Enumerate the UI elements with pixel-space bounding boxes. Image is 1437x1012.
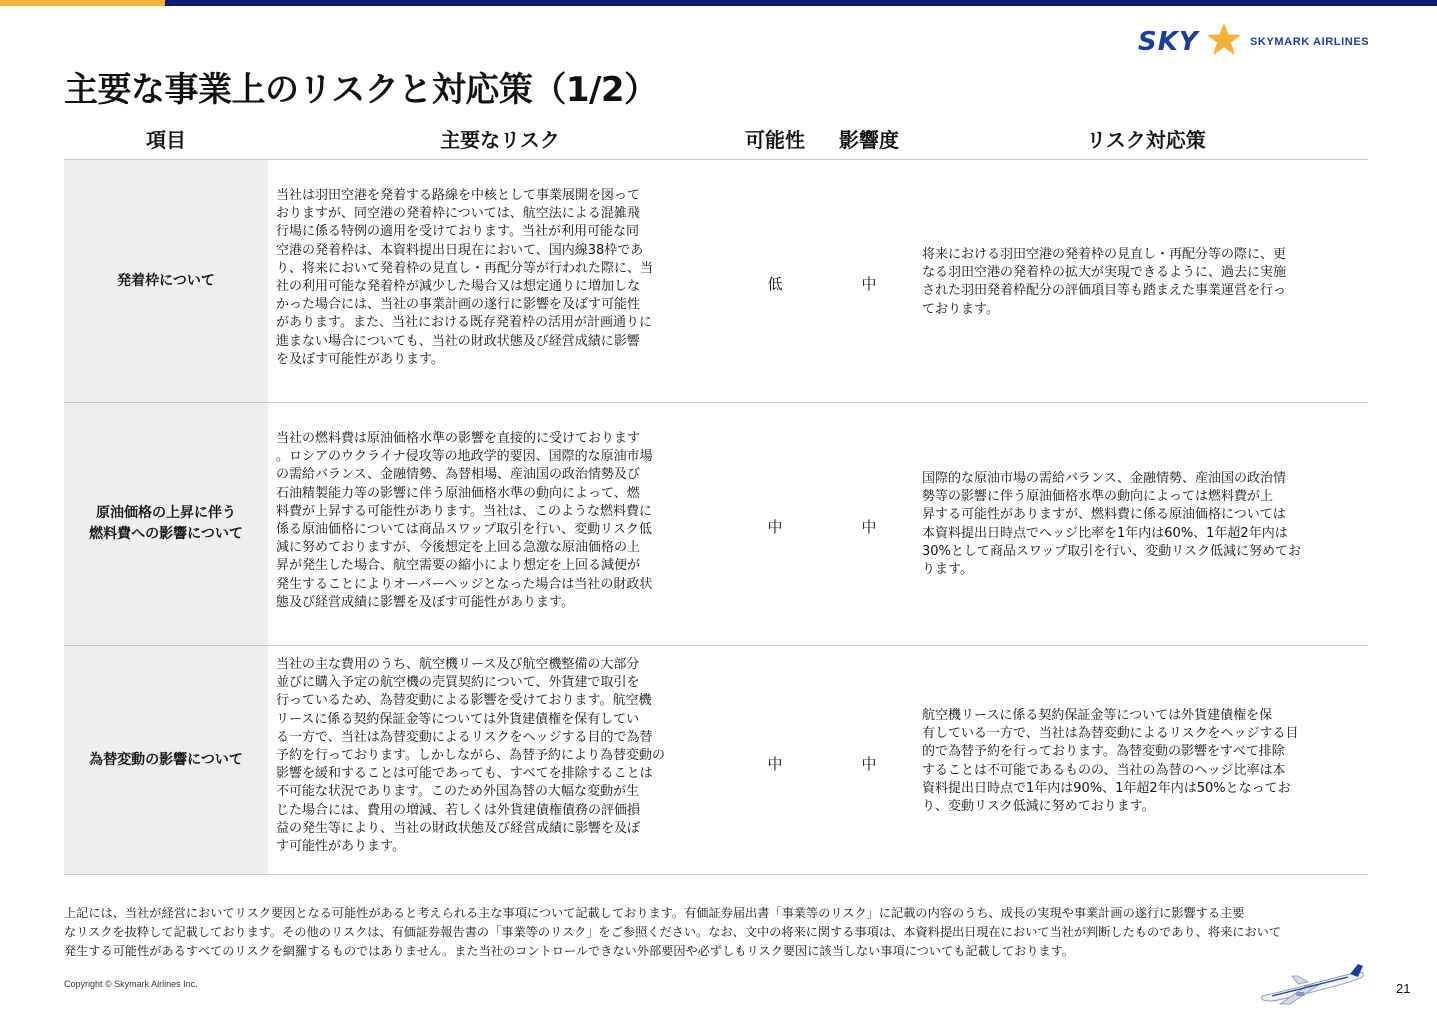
page-title: 主要な事業上のリスクと対応策（1/2）	[64, 70, 658, 110]
table-row-label: 発着枠について	[117, 272, 215, 289]
logo-name: SKYMARK AIRLINES	[1250, 36, 1370, 48]
star-icon	[1204, 22, 1244, 56]
table-row-label-cell	[64, 160, 268, 402]
table-row-measures: 国際的な原油市場の需給バランス、金融情勢、産油国の政治情 勢等の影響に伴う原油価格水準の動向によっては燃料費が上 昇する可能性がありますが、燃料費に係る原油価格については 本資料提出日時点でヘッジ比率を1年内は60%、1年超2年内は 30%として商品スワップ取引を行い、変動リスク低減に努めてお ります。	[922, 471, 1301, 578]
table-row-impact: 中	[861, 755, 877, 773]
page-number: 21	[1396, 981, 1411, 996]
copyright: Copyright © Skymark Airlines Inc.	[64, 979, 198, 989]
table-row-risk: 当社の主な費用のうち、航空機リース及び航空機整備の大部分 並びに購入予定の航空機の売買契約について、外貨建で取引を 行っているため、為替変動による影響を受けております。航空機 リースに係る契約保証金等については外貨建債権を保有してい る一方で、当社は為替変動によるリスクをヘッジする目的で為替 予約を行っております。しかしながら、為替予約により為替変動の 影響を緩和することは可能であっても、すべてを排除することは 不可能な状況であります。このため外国為替の大幅な変動が生 じた場合には、費用の増減、若しくは外貨建債権債務の評価損 益の発生等により、当社の財政状態及び経営成績に影響を及ぼ す可能性があります。	[276, 657, 665, 855]
table-row-likelihood: 中	[767, 518, 783, 536]
top-brand-bar	[0, 0, 1437, 6]
table-row-impact: 中	[861, 275, 877, 293]
table-row-likelihood: 低	[767, 275, 783, 293]
column-header-risk: 主要なリスク	[440, 128, 560, 152]
footnote: 上記には、当社が経営においてリスク要因となる可能性があると考えられる主な事項について記載しております。有価証券届出書「事業等のリスク」に記載の内容のうち、成長の実現や事業計画の遂行に影響する主要 なリスクを抜粋して記載しております。その他のリスクは、有価証券報告書の「事業等のリスク」をご参照ください。なお、文中の将来に関する事項は、本資料提出日現在において当社が判断したものであり、将来において 発生する可能性があるすべてのリスクを網羅するものではありません。また当社のコントロールできない外部要因や必ずしもリスク要因に該当しない事項についても記載しております。	[64, 906, 1282, 958]
table-row-impact: 中	[861, 518, 877, 536]
table-divider	[64, 874, 1368, 875]
table-row-label-cell	[64, 403, 268, 645]
table-row-label: 原油価格の上昇に伴う 燃料費への影響について	[89, 505, 243, 542]
airplane-icon	[1258, 964, 1368, 1006]
table-row-likelihood: 中	[767, 755, 783, 773]
logo-mark: SKY	[1138, 27, 1199, 57]
column-header-measures: リスク対応策	[1086, 128, 1206, 152]
table-row-risk: 当社の燃料費は原油価格水準の影響を直接的に受けております 。ロシアのウクライナ侵攻等の地政学的要因、国際的な原油市場 の需給バランス、金融情勢、為替相場、産油国の政治情勢及び 石油精製能力等の影響に伴う原油価格水準の動向によって、燃 料費が上昇する可能性があります。当社は、このような燃料費に 係る原油価格については商品スワップ取引を行い、変動リスク低 減に努めておりますが、今後想定を上回る急激な原油価格の上 昇が発生した場合、航空需要の縮小により想定を上回る減便が 発生することによりオーバーヘッジとなった場合は当社の財政状 態及び経営成績に影響を及ぼす可能性があります。	[276, 431, 653, 610]
column-header-item: 項目	[146, 128, 186, 152]
top-brand-bar-accent	[0, 0, 165, 6]
table-row-measures: 航空機リースに係る契約保証金等については外貨建債権を保 有している一方で、当社は為替変動によるリスクをヘッジする目 的で為替予約を行っております。為替変動の影響をすべて排除 することは不可能であるものの、当社の為替のヘッジ比率は本 資料提出日時点で1年内は90%、1年超2年内は50%となってお り、変動リスク低減に努めております。	[922, 708, 1299, 815]
table-row-risk: 当社は羽田空港を発着する路線を中核として事業展開を図って おりますが、同空港の発着枠については、航空法による混雑飛 行場に係る特例の適用を受けております。当社が利用可能な同 空港の発着枠は、本資料提出日現在において、国内線38枠であ り、将来において発着枠の見直し・再配分等が行われた際に、当 社の利用可能な発着枠が減少した場合又は想定通りに増加しな かった場合には、当社の事業計画の遂行に影響を及ぼす可能性 があります。また、当社における既存発着枠の活用が計画通りに 進まない場合についても、当社の財政状態及び経営成績に影響 を及ぼす可能性があります。	[276, 188, 654, 367]
skymark-logo	[1138, 22, 1374, 58]
table-row-label: 為替変動の影響について	[89, 751, 243, 768]
table-row-measures: 将来における羽田空港の発着枠の見直し・再配分等の際に、更 なる羽田空港の発着枠の拡大が実現できるように、過去に実施 された羽田発着枠配分の評価項目等も踏まえた事業運営を行っ ております。	[922, 247, 1287, 317]
table-row-label-cell	[64, 646, 268, 874]
column-header-likelihood: 可能性	[745, 128, 805, 152]
column-header-impact: 影響度	[839, 128, 899, 152]
